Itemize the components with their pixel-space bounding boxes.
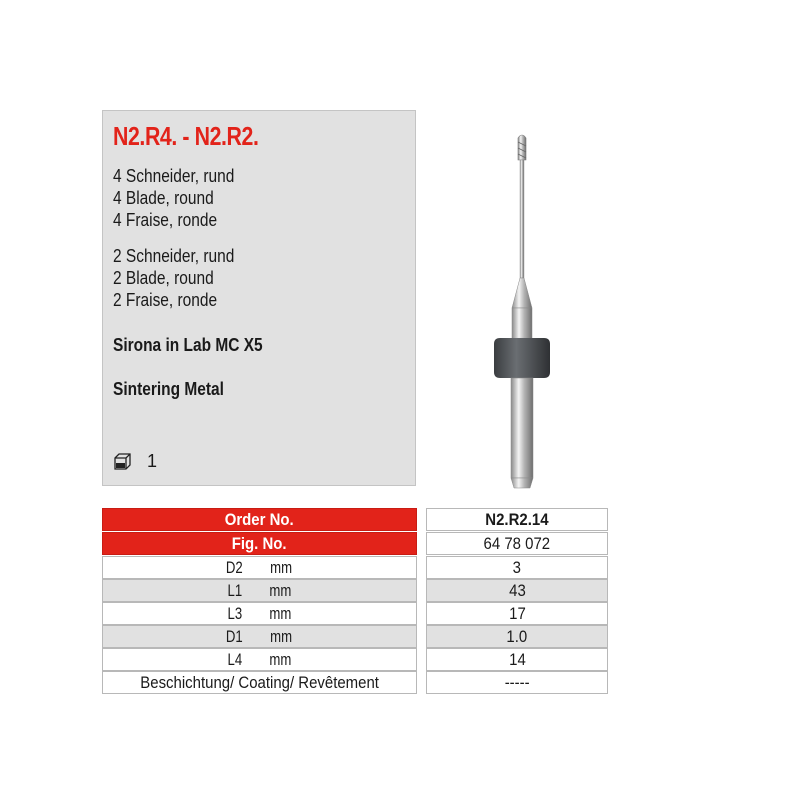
table-row — [102, 556, 608, 579]
desc-line: 4 Blade, round — [113, 188, 214, 208]
desc-line: 2 Fraise, ronde — [113, 290, 218, 310]
material-name: Sintering Metal — [113, 379, 224, 399]
coating-value: ----- — [426, 671, 608, 694]
product-title: N2.R4. - N2.R2. — [113, 121, 259, 151]
order-number-row — [102, 508, 608, 531]
fig-number-value: 64 78 072 — [426, 532, 608, 555]
desc-line: 2 Blade, round — [113, 268, 214, 288]
param-label: L3 mm — [102, 602, 417, 625]
product-info-panel — [102, 110, 416, 486]
milling-bur-image — [470, 130, 580, 495]
order-number-value: N2.R2.14 — [426, 508, 608, 531]
param-value: 17 — [426, 602, 608, 625]
fig-number-label: Fig. No. — [102, 532, 417, 555]
pack-quantity — [113, 451, 157, 472]
param-label: D2 mm — [102, 556, 417, 579]
table-row — [102, 602, 608, 625]
param-label: L1 mm — [102, 579, 417, 602]
param-label: D1 mm — [102, 625, 417, 648]
table-row — [102, 579, 608, 602]
param-value: 3 — [426, 556, 608, 579]
desc-line: 4 Fraise, ronde — [113, 210, 218, 230]
blade-description-2 — [113, 245, 234, 311]
param-value: 43 — [426, 579, 608, 602]
desc-line: 4 Schneider, rund — [113, 166, 235, 186]
param-value: 14 — [426, 648, 608, 671]
param-value: 1.0 — [426, 625, 608, 648]
pack-quantity-value: 1 — [147, 451, 158, 471]
param-label: L4 mm — [102, 648, 417, 671]
coating-label: Beschichtung/ Coating/ Revêtement — [102, 671, 417, 694]
machine-name: Sirona in Lab MC X5 — [113, 335, 263, 355]
coating-row — [102, 671, 608, 694]
table-row — [102, 648, 608, 671]
package-box-icon — [113, 452, 133, 472]
table-row — [102, 625, 608, 648]
order-number-label: Order No. — [102, 508, 417, 531]
fig-number-row — [102, 532, 608, 555]
desc-line: 2 Schneider, rund — [113, 246, 235, 266]
blade-description-4 — [113, 165, 234, 231]
